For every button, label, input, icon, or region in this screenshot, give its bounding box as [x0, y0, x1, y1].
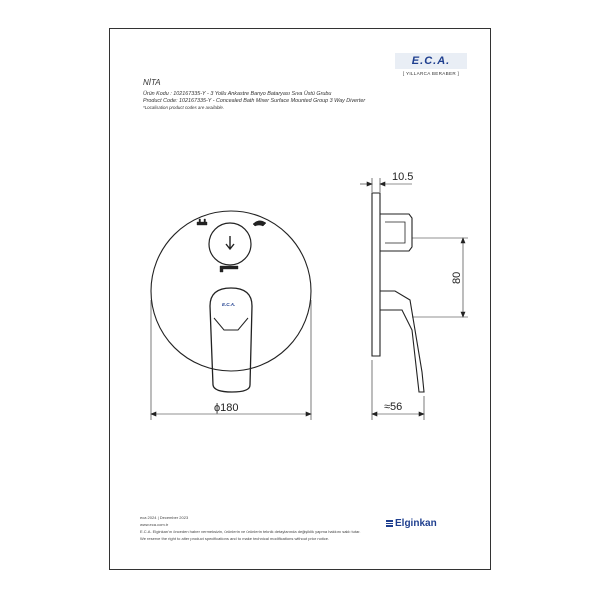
model-name: NİTA [143, 78, 161, 87]
product-code-tr: Ürün Kodu : 102167335-Y - 3 Yollu Ankastre Banyo Bataryası Sıva Üstü Grubu [143, 91, 332, 97]
rights-en: We reserve the right to alter product specifications and to make technical modifications without prior notice. [140, 536, 330, 541]
logo-tagline: [ YILLARCA BERABER ] [402, 71, 460, 76]
eca-logo-text: E.C.A. [411, 55, 451, 67]
localisation-note: *Localisation product codes are available. [143, 105, 225, 110]
wall-plate [372, 193, 380, 356]
handle-tip [214, 318, 248, 330]
edition-text: eca 2024 | December 2023 [140, 515, 189, 520]
spout-icon [220, 266, 238, 272]
diverter-symbols [197, 219, 266, 272]
shower-icon [253, 221, 266, 226]
height-label: 80 [451, 271, 463, 284]
diameter-label: ϕ180 [214, 402, 239, 414]
elginkan-brand [386, 518, 437, 529]
handle-logo: E.C.A. [222, 302, 236, 307]
rights-tr: E.C.A. Elginkan'ın önceden haber vermeksizin, ürünlerin ve ürünlerin teknik detaylarında değişiklik yapma hakkını saklı tutar. [140, 529, 361, 534]
handle-side [380, 291, 424, 392]
bottom-depth-label: ≈56 [384, 401, 403, 413]
brand-name: Elginkan [395, 518, 437, 529]
top-depth-label: 10.5 [392, 171, 414, 183]
website-link[interactable]: www.eca.com.tr [140, 522, 169, 527]
elginkan-logo-icon [386, 520, 393, 527]
cover-plate [151, 211, 311, 371]
product-code-en: Product Code: 102167335-Y - Concealed Bath Mixer Surface Mounted Group 3 Way Diverter [143, 98, 366, 104]
diverter-side [380, 214, 412, 251]
side-view [372, 193, 424, 392]
bath-icon [197, 219, 207, 225]
arrow-down-icon [226, 236, 234, 249]
